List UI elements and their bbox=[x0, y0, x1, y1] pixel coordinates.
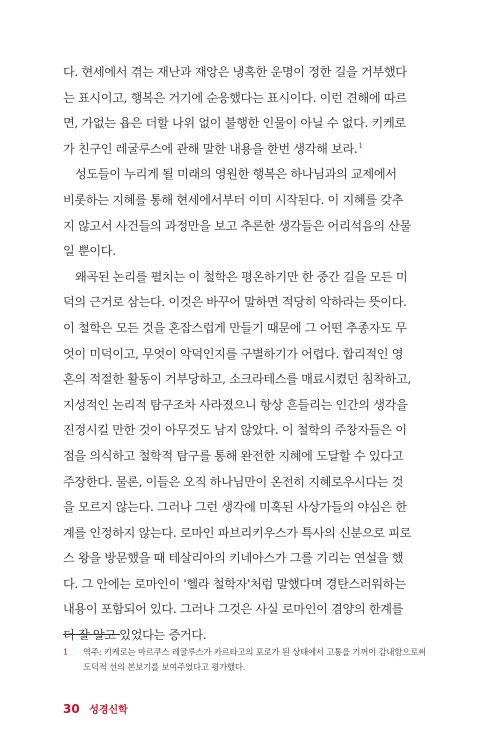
line-text: 이 철학은 모든 것을 혼잡스럽게 만들기 때문에 그 어떤 추종자도 무 bbox=[63, 320, 407, 335]
line-text: 가 친구인 레굴루스에 관해 말한 내용을 한번 생각해 보라. bbox=[63, 141, 358, 156]
line-text: 덕의 근거로 삼는다. 이것은 바꾸어 말하면 적당히 악하라는 뜻이다. bbox=[63, 295, 407, 310]
line-text: 지 않고서 사건들의 과정만을 보고 추론한 생각들은 어리석음의 산물 bbox=[63, 218, 412, 233]
line-text: 다. 그 안에는 로마인이 '헬라 철학자'처럼 말했다며 경탄스러워하는 bbox=[63, 576, 406, 591]
line-text: 엇이 미덕이고, 무엇이 악덕인지를 구별하기가 어렵다. 합리적인 영 bbox=[63, 346, 404, 361]
text-line bbox=[63, 316, 435, 342]
running-title: 성경신학 bbox=[89, 705, 128, 716]
footnote-reference: 1 bbox=[358, 141, 363, 150]
line-text: 왜곡된 논리를 펼치는 이 철학은 평온하기만 한 중간 길을 모든 미 bbox=[75, 269, 408, 284]
text-line bbox=[63, 162, 435, 188]
footnote bbox=[63, 645, 443, 675]
text-line bbox=[63, 470, 435, 496]
line-text: 계를 인정하지 않는다. 로마인 파브리키우스가 특사의 신분으로 피로 bbox=[63, 525, 412, 540]
text-line bbox=[63, 572, 435, 598]
line-text: 내용이 포함되어 있다. 그러나 그것은 사실 로마인이 겸양의 한계를 bbox=[63, 602, 404, 617]
page-footer bbox=[63, 701, 128, 716]
text-line bbox=[63, 444, 435, 470]
footnote-number: 1 bbox=[63, 647, 69, 657]
line-text: 는 표시이고, 행복은 거기에 순응했다는 표시이다. 이런 견해에 따르 bbox=[63, 90, 407, 105]
footnote-line: 역주: 키케로는 마르쿠스 레굴루스가 카르타고의 포로가 된 상태에서 고통을 기꺼이 감내함으로써 bbox=[83, 647, 426, 657]
text-line bbox=[63, 239, 435, 265]
text-line bbox=[63, 265, 435, 291]
body-text bbox=[63, 60, 435, 649]
line-text: 일 뿐이다. bbox=[63, 244, 116, 259]
line-text: 혼의 적절한 활동이 거부당하고, 소크라테스를 매료시켰던 침착하고, bbox=[63, 372, 412, 387]
text-line bbox=[63, 137, 435, 163]
page-number: 30 bbox=[63, 702, 80, 716]
footnote-line: 도덕적 선의 본보기를 보여주었다고 평가했다. bbox=[83, 662, 246, 672]
line-text: 더 잘 알고 있었다는 증거다. bbox=[63, 628, 207, 643]
line-text: 진정시킬 만한 것이 아무것도 남지 않았다. 이 철학의 주창자들은 이 bbox=[63, 423, 407, 438]
text-line bbox=[63, 342, 435, 368]
line-text: 성도들이 누리게 될 미래의 영원한 행복은 하나님과의 교제에서 bbox=[75, 167, 397, 182]
text-line bbox=[63, 418, 435, 444]
line-text: 비롯하는 지혜를 통해 현세에서부터 이미 시작된다. 이 지혜를 갖추 bbox=[63, 192, 404, 207]
line-text: 다. 현세에서 겪는 재난과 재앙은 냉혹한 운명이 정한 길을 거부했다 bbox=[63, 65, 407, 79]
line-text: 스 왕을 방문했을 때 테살리아의 키네아스가 그를 기리는 연설을 했 bbox=[63, 551, 404, 566]
text-line bbox=[63, 495, 435, 521]
line-text: 점을 의식하고 철학적 탐구를 통해 완전한 지혜에 도달할 수 있다고 bbox=[63, 448, 404, 463]
text-line bbox=[63, 367, 435, 393]
text-line bbox=[63, 214, 435, 240]
footnote-divider bbox=[63, 634, 120, 635]
text-line bbox=[63, 546, 435, 572]
line-text: 면, 가없는 욥은 더할 나위 없이 불행한 인물이 아닐 수 없다. 키케로 bbox=[63, 116, 406, 131]
text-line bbox=[63, 86, 435, 112]
text-line bbox=[63, 111, 435, 137]
text-line bbox=[63, 60, 435, 86]
text-line bbox=[63, 393, 435, 419]
line-text: 지성적인 논리적 탐구조차 사라졌으니 항상 흔들리는 인간의 생각을 bbox=[63, 397, 408, 412]
text-line bbox=[63, 188, 435, 214]
text-line bbox=[63, 597, 435, 623]
text-line bbox=[63, 290, 435, 316]
text-line bbox=[63, 521, 435, 547]
line-text: 주장한다. 물론, 이들은 오직 하나님만이 온전히 지혜로우시다는 것 bbox=[63, 474, 404, 489]
line-text: 을 모르지 않는다. 그러나 그런 생각에 미혹된 사상가들의 야심은 한 bbox=[63, 500, 407, 515]
